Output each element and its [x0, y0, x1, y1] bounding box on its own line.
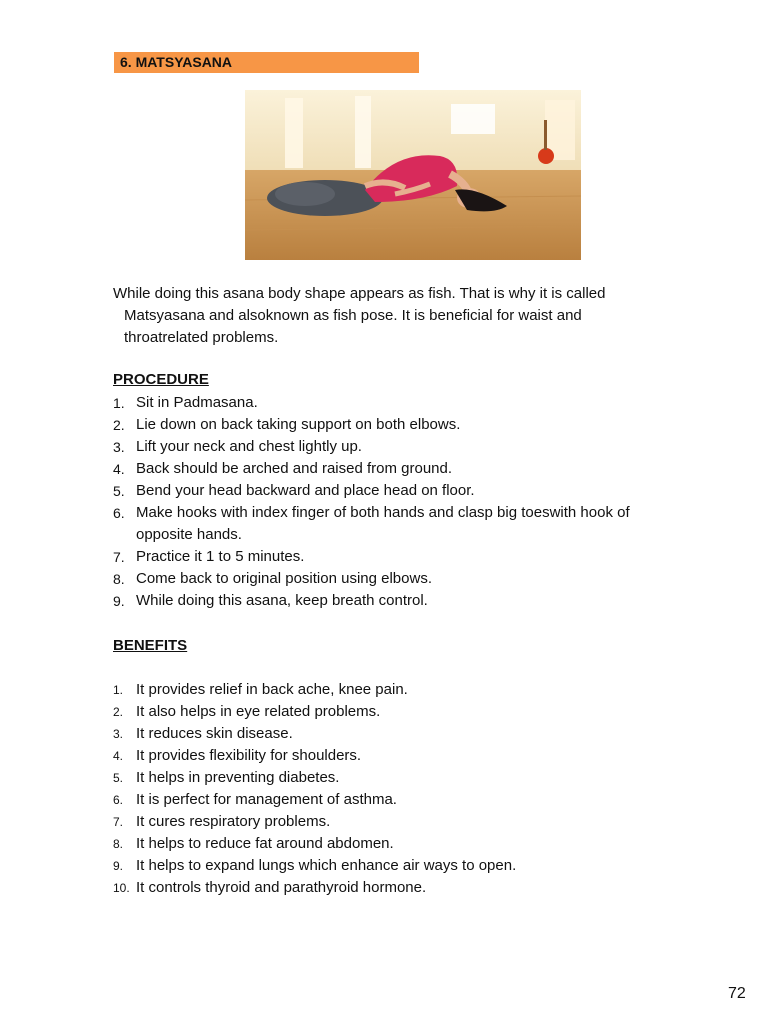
list-item: 7. Practice it 1 to 5 minutes. — [113, 548, 305, 565]
list-item: 3. It reduces skin disease. — [113, 725, 293, 742]
list-item: 9. While doing this asana, keep breath control. — [113, 592, 428, 609]
procedure-title: PROCEDURE — [113, 371, 209, 388]
list-item: 6. Make hooks with index finger of both hands and clasp big toeswith hook of opposite hands. — [113, 504, 630, 543]
page-number: 72 — [728, 985, 746, 1002]
benefits-title: BENEFITS — [113, 637, 188, 654]
benefits-list — [113, 679, 683, 899]
procedure-list — [113, 392, 683, 612]
list-item: 2. Lie down on back taking support on both elbows. — [113, 416, 461, 433]
list-item: 7. It cures respiratory problems. — [113, 813, 331, 830]
list-item: 5. Bend your head backward and place head on floor. — [113, 482, 475, 499]
list-item: 8. Come back to original position using elbows. — [113, 570, 432, 587]
intro-line-3: throatrelated problems. — [124, 329, 279, 346]
list-item: 4. It provides flexibility for shoulders. — [113, 747, 362, 764]
list-item: 8. It helps to reduce fat around abdomen. — [113, 835, 394, 852]
list-item: 10. It controls thyroid and parathyroid hormone. — [113, 879, 427, 896]
list-item: 2. It also helps in eye related problems. — [113, 703, 381, 720]
list-item: 1. It provides relief in back ache, knee pain. — [113, 681, 408, 698]
matsyasana-photo — [245, 90, 581, 260]
intro-line-2: Matsyasana and alsoknown as fish pose. It is beneficial for waist and — [124, 307, 582, 324]
list-item: 5. It helps in preventing diabetes. — [113, 769, 340, 786]
list-item: 9. It helps to expand lungs which enhance air ways to open. — [113, 857, 517, 874]
intro-line-1: While doing this asana body shape appears as fish. That is why it is called — [113, 285, 606, 302]
list-item: 4. Back should be arched and raised from ground. — [113, 460, 453, 477]
intro-paragraph — [113, 283, 673, 349]
list-item: 3. Lift your neck and chest lightly up. — [113, 438, 362, 455]
section-heading: 6. MATSYASANA — [114, 52, 419, 73]
list-item: 1. Sit in Padmasana. — [113, 394, 258, 411]
list-item: 6. It is perfect for management of asthma. — [113, 791, 397, 808]
